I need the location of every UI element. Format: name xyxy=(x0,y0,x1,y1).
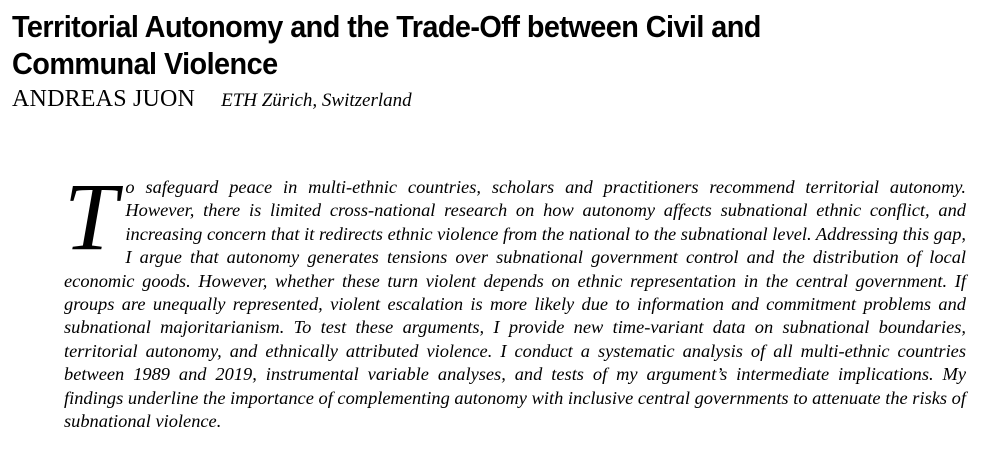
drop-cap: T xyxy=(64,163,118,270)
author-affiliation: ETH Zürich, Switzerland xyxy=(221,90,412,111)
article-title: Territorial Autonomy and the Trade-Off between Civil and Communal Violence xyxy=(12,9,761,81)
byline xyxy=(12,86,412,113)
author-name: ANDREAS JUON xyxy=(12,86,196,112)
abstract xyxy=(64,163,966,433)
abstract-text: o safeguard peace in multi-ethnic countries, scholars and practitioners recommend territorial autonomy. However, there is limited cross-national research on how autonomy affects subnational ethnic conflict, and increasing concern that it redirects ethnic violence from the national to the subnational level. Addressing this gap, I argue that autonomy generates tensions over subnational government control and the distribution of local economic goods. However, whether these turn violent depends on ethnic representation in the central government. If groups are unequally represented, violent escalation is more likely due to information and commitment problems and subnational majoritarianism. To test these arguments, I provide new time-variant data on subnational boundaries, territorial autonomy, and ethnically attributed violence. I conduct a systematic analysis of all multi-ethnic countries between 1989 and 2019, instrumental variable analyses, and tests of my argument’s intermediate implications. My findings underline the importance of complementing autonomy with inclusive central governments to attenuate the risks of subnational violence. xyxy=(64,177,966,432)
